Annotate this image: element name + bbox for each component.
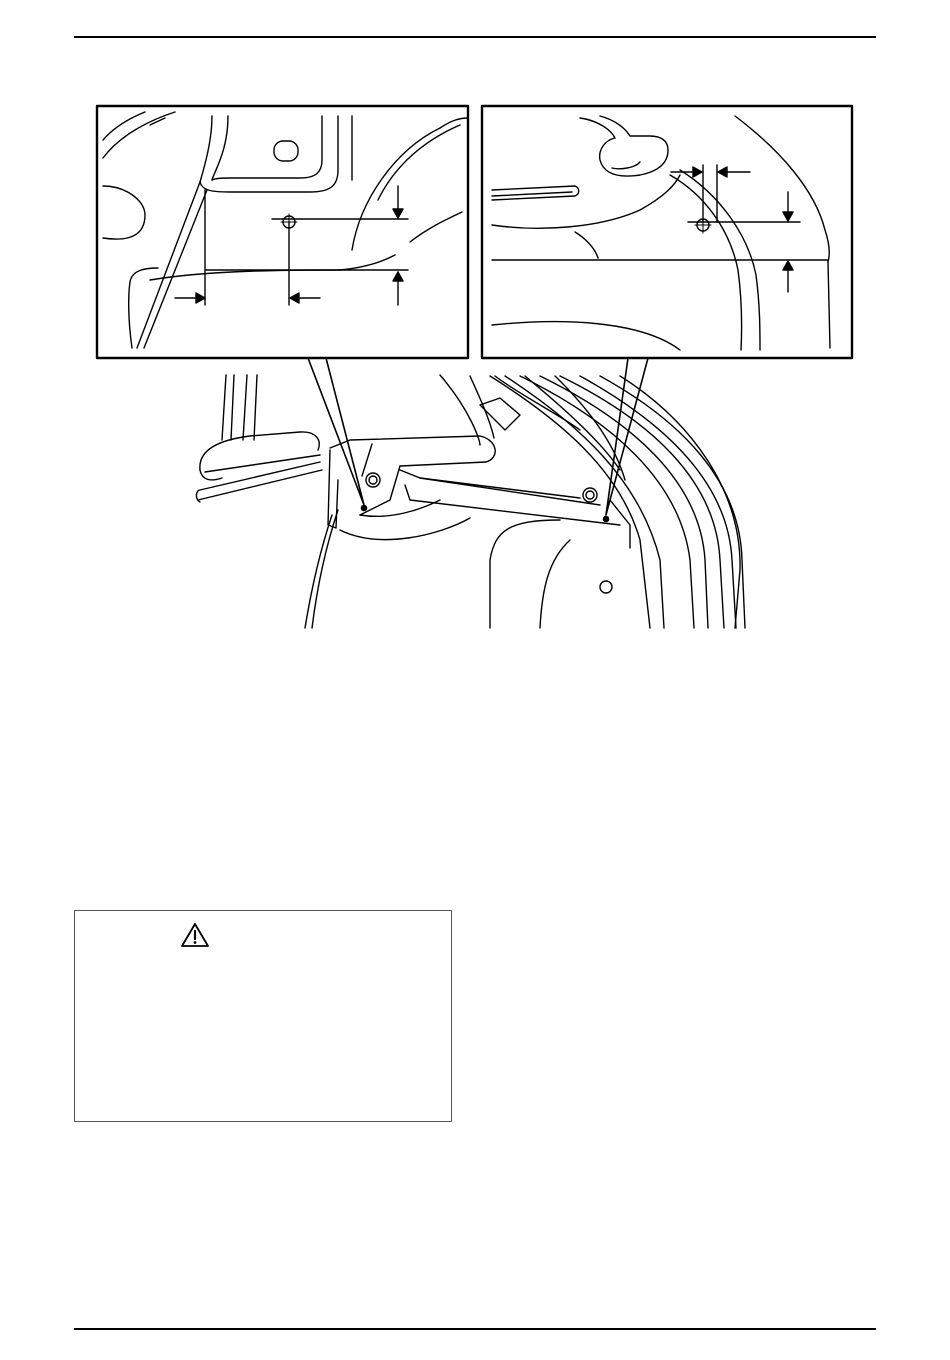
vehicle-body-drawing (196, 375, 745, 628)
right-detail-view (482, 106, 852, 358)
footer-rule (74, 1328, 876, 1330)
warning-triangle-icon (180, 922, 210, 948)
left-detail-view (97, 106, 468, 358)
technical-illustration (0, 0, 950, 640)
caution-box (74, 910, 452, 1122)
